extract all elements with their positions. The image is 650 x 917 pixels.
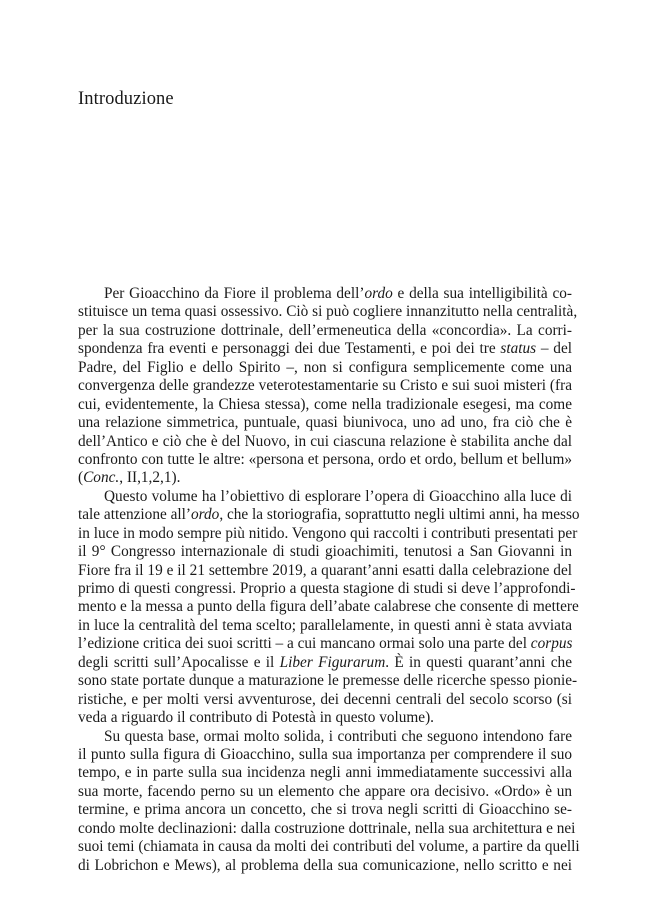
text-line: tale attenzione all’ordo, che la storiografia, soprattutto negli ultimi anni, ha messo xyxy=(78,506,580,524)
text-line: ristiche, e per molti versi avventurose, dei decenni centrali del secolo scorso (si xyxy=(78,690,572,708)
text-line: dell’Antico e ciò che è del Nuovo, in cui ciascuna relazione è stabilita anche dal xyxy=(78,432,572,450)
text-line: stituisce un tema quasi ossessivo. Ciò si può cogliere innanzitutto nella centralità, xyxy=(78,303,578,321)
text-line: Su questa base, ormai molto solida, i contributi che seguono intendono fare xyxy=(104,727,572,745)
text-line: Per Gioacchino da Fiore il problema dell’ordo e della sua intelligibilità co- xyxy=(104,285,572,302)
text-line: di Lobrichon e Mews), al problema della sua comunicazione, nello scritto e nei xyxy=(78,856,572,874)
body-text xyxy=(78,285,580,875)
text-line: Questo volume ha l’obiettivo di esplorare l’opera di Gioacchino alla luce di xyxy=(104,487,572,505)
text-line: in luce la centralità del tema scelto; parallelamente, in questi anni è stata avviata xyxy=(78,616,572,634)
text-line: una relazione simmetrica, puntuale, quasi biunivoca, uno ad uno, fra ciò che è xyxy=(78,414,572,432)
text-line: Padre, del Figlio e dello Spirito –, non si configura semplicemente come una xyxy=(78,358,572,376)
text-line: veda a riguardo il contributo di Potestà in questo volume). xyxy=(78,709,435,727)
text-line: cui, evidentemente, la Chiesa stessa), come nella tradizionale esegesi, ma come xyxy=(78,395,572,413)
text-line: per la sua costruzione dottrinale, dell’ermeneutica della «concordia». La corri- xyxy=(78,321,572,339)
text-line: condo molte declinazioni: dalla costruzione dottrinale, nella sua architettura e nei xyxy=(78,819,576,837)
text-line: primo di questi congressi. Proprio a questa stagione di studi si deve l’approfondi- xyxy=(78,580,576,597)
text-line: degli scritti sull’Apocalisse e il Liber Figurarum. È in questi quarant’anni che xyxy=(78,653,572,671)
text-line: l’edizione critica dei suoi scritti – a cui mancano ormai solo una parte del corpus xyxy=(78,635,573,653)
text-line: Fiore fra il 19 e il 21 settembre 2019, a quarant’anni esatti dalla celebrazione del xyxy=(78,561,572,579)
page-title: Introduzione xyxy=(78,89,174,109)
text-line: sono state portate dunque a maturazione le premesse delle ricerche spesso pionie- xyxy=(78,672,578,690)
text-line: termine, e prima ancora un concetto, che si trova negli scritti di Gioacchino se- xyxy=(78,801,572,819)
text-line: tempo, e in parte sulla sua incidenza negli anni immediatamente successivi alla xyxy=(78,764,572,782)
text-line: (Conc., II,1,2,1). xyxy=(78,469,181,487)
text-line: il punto sulla figura di Gioacchino, sulla sua importanza per comprendere il suo xyxy=(78,745,572,763)
text-line: il 9° Congresso internazionale di studi gioachimiti, tenutosi a San Giovanni in xyxy=(78,543,572,561)
text-line: convergenza delle grandezze veterotestamentarie su Cristo e sui suoi misteri (fra xyxy=(78,377,572,395)
text-line: spondenza fra eventi e personaggi dei due Testamenti, e poi dei tre status – del xyxy=(78,340,572,358)
text-line: sua morte, facendo perno su un elemento che appare ora decisivo. «Ordo» è un xyxy=(78,782,572,800)
text-line: in luce in modo sempre più nitido. Vengono qui raccolti i contributi presentati per xyxy=(78,524,578,542)
text-line: suoi temi (chiamata in causa da molti dei contributi del volume, a partire da quelli xyxy=(78,838,580,856)
text-line: mento e la messa a punto della figura dell’abate calabrese che consente di mettere xyxy=(78,598,579,616)
text-line: confronto con tutte le altre: «persona et persona, ordo et ordo, bellum et bellum» xyxy=(78,450,572,468)
